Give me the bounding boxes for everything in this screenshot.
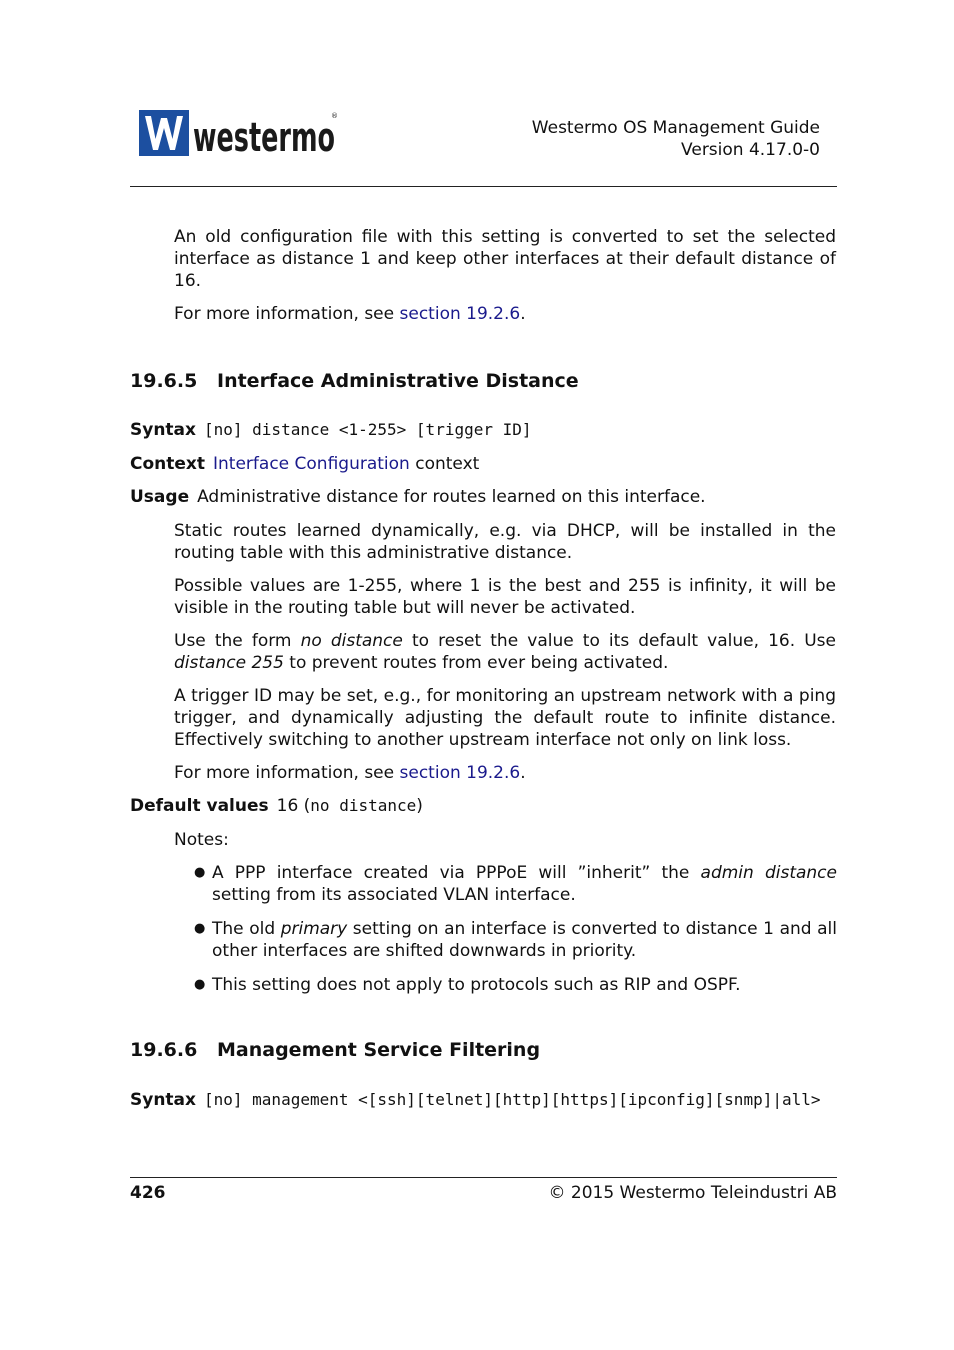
page-number: 426 [130,1183,166,1203]
doc-title: Westermo OS Management Guide [531,118,820,138]
usage-paragraph-4: A trigger ID may be set, e.g., for monitoring an upstream network with a ping trigger, and dynamically adjusting the default route to infinite distance. Effectively switching to another upstream interface not only on link loss. [174,686,836,750]
notes-label: Notes: [174,830,229,850]
westermo-logo [139,110,339,158]
usage-line: Usage Administrative distance for routes learned on this interface. [130,487,706,507]
header-rule [130,186,837,187]
usage-paragraph-3: Use the form no distance to reset the value to its default value, 16. Use distance 255 to prevent routes from ever being activated. [174,631,836,673]
context-line: Context Interface Configuration context [130,454,480,474]
logo-wordmark: westermo [193,115,335,158]
usage-more-info: For more information, see section 19.2.6. [174,763,526,783]
list-item: ● The old primary setting on an interface is converted to distance 1 and all other interfaces are shifted downwards in priority. [194,919,838,961]
intro-more-info: For more information, see section 19.2.6. [174,304,526,324]
section-heading-distance: 19.6.5 Interface Administrative Distance [130,370,579,392]
context-link[interactable]: Interface Configuration [213,454,410,474]
doc-version: Version 4.17.0-0 [681,140,820,160]
svg-text:®: ® [331,112,338,120]
footer-rule [130,1177,837,1178]
syntax-code: [no] management <[ssh][telnet][http][https][ipconfig][snmp]|all> [204,1090,821,1109]
bullet-icon: ● [194,977,206,992]
intro-paragraph: An old configuration file with this setting is converted to set the selected interface as distance 1 and keep other interfaces at their default distance of 16. [174,227,836,291]
copyright: © 2015 Westermo Teleindustri AB [548,1183,837,1203]
section-heading-management: 19.6.6 Management Service Filtering [130,1039,541,1061]
syntax-line: Syntax [no] distance <1-255> [trigger ID] [130,420,532,440]
syntax-code: [no] distance <1-255> [trigger ID] [204,420,532,439]
notes-list [194,862,837,996]
section-link[interactable]: section 19.2.6 [399,763,521,783]
usage-paragraph-2: Possible values are 1-255, where 1 is the best and 255 is infinity, it will be visible in the routing table but will never be activated. [174,576,836,618]
section-link[interactable]: section 19.2.6 [399,304,521,324]
logo-graphic [139,110,339,158]
list-item: ● A PPP interface created via PPPoE will ”inherit” the admin distance setting from its associated VLAN interface. [194,863,837,905]
list-item: ● This setting does not apply to protocols such as RIP and OSPF. [194,975,741,995]
copyright-icon: © [548,1183,566,1203]
default-values-line: Default values 16 (no distance) [130,796,423,816]
bullet-icon: ● [194,921,206,936]
bullet-icon: ● [194,865,206,880]
syntax-line-management: Syntax [no] management <[ssh][telnet][http][https][ipconfig][snmp]|all> [130,1090,821,1110]
usage-paragraph-1: Static routes learned dynamically, e.g. via DHCP, will be installed in the routing table with this administrative distance. [174,521,836,563]
